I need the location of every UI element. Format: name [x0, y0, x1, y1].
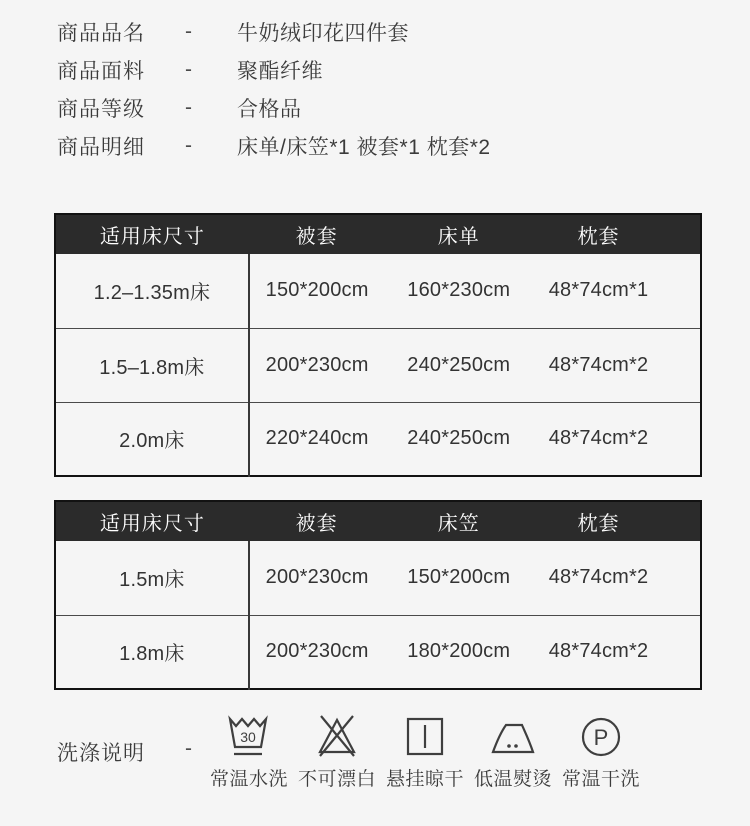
care-icons-row: [208, 712, 642, 791]
table-cell: 150*200cm: [407, 566, 511, 589]
table-cell: 220*240cm: [249, 402, 385, 476]
table-cell: 1.5–1.8m床: [55, 328, 249, 402]
table-cell: 48*74cm*2: [533, 402, 701, 476]
table-cell: 1.5m床: [55, 541, 249, 615]
care-item-wash: [208, 712, 290, 791]
table-row: [55, 328, 701, 402]
care-item-dryclean: [560, 712, 642, 791]
table-header-cell: 被套: [249, 214, 385, 254]
table-header-cell: 适用床尺寸: [55, 501, 249, 541]
table-cell: 48*74cm*2: [533, 615, 701, 689]
table-cell: 200*230cm: [249, 615, 385, 689]
hang-dry-icon: [400, 712, 450, 758]
table-cell: 200*230cm: [265, 566, 369, 589]
iron-low-temp-icon: [488, 712, 538, 758]
table-cell: 48*74cm*1: [548, 279, 649, 302]
care-item-bleach: [296, 712, 378, 791]
info-separator: -: [185, 134, 192, 157]
info-separator: -: [185, 96, 192, 119]
table-cell: 200*230cm: [249, 328, 385, 402]
svg-text:P: P: [593, 725, 609, 750]
wash-30-icon: [224, 712, 274, 758]
table-header-cell: 床笠: [384, 501, 533, 541]
table-header-cell: 床单: [384, 214, 533, 254]
table-header-cell: 适用床尺寸: [55, 214, 249, 254]
table-header-cell: 枕套: [533, 501, 701, 541]
size-table-sheet: [54, 213, 702, 477]
table-cell: 150*200cm: [265, 279, 369, 302]
info-label: 商品面料: [57, 60, 145, 83]
info-label: 商品品名: [57, 22, 145, 45]
info-separator: -: [185, 58, 192, 81]
info-row-detail: [57, 127, 491, 165]
table-cell: 2.0m床: [55, 402, 249, 476]
table-cell: 48*74cm*2: [548, 566, 649, 589]
table-header-cell: 被套: [249, 501, 385, 541]
care-caption: 悬挂晾干: [385, 769, 464, 790]
care-item-iron: [472, 712, 554, 791]
info-value: 牛奶绒印花四件套: [237, 22, 409, 45]
table-cell: 160*230cm: [407, 279, 511, 302]
table-cell: 1.2–1.35m床: [55, 254, 249, 328]
care-item-dry: [384, 712, 466, 791]
info-value: 床单/床笠*1 被套*1 枕套*2: [237, 136, 491, 159]
info-row-fabric: [57, 51, 491, 89]
care-caption: 低温熨烫: [473, 769, 552, 790]
table-header-row: [55, 214, 701, 254]
no-bleach-icon: [312, 712, 362, 758]
care-section-label: 洗涤说明: [57, 742, 145, 765]
info-value: 合格品: [237, 98, 302, 121]
info-value: 聚酯纤维: [237, 60, 323, 83]
care-caption: 不可漂白: [297, 769, 376, 790]
table-row: [55, 254, 701, 328]
table-row: [55, 615, 701, 689]
care-caption: 常温干洗: [561, 769, 640, 790]
table-header-cell: 枕套: [533, 214, 701, 254]
table-cell: 240*250cm: [384, 328, 533, 402]
table-row: [55, 541, 701, 615]
product-info-list: [57, 13, 491, 165]
info-row-name: [57, 13, 491, 51]
info-label: 商品等级: [57, 98, 145, 121]
care-separator: -: [185, 737, 192, 760]
table-cell: 48*74cm*2: [533, 328, 701, 402]
dry-clean-p-icon: [576, 712, 626, 758]
table-cell: 240*250cm: [384, 402, 533, 476]
info-separator: -: [185, 20, 192, 43]
info-row-grade: [57, 89, 491, 127]
table-row: [55, 402, 701, 476]
size-table-fitted: [54, 500, 702, 690]
info-label: 商品明细: [57, 136, 145, 159]
table-header-row: [55, 501, 701, 541]
svg-text:30: 30: [240, 729, 256, 745]
care-caption: 常温水洗: [209, 769, 288, 790]
table-cell: 180*200cm: [384, 615, 533, 689]
table-cell: 1.8m床: [55, 615, 249, 689]
